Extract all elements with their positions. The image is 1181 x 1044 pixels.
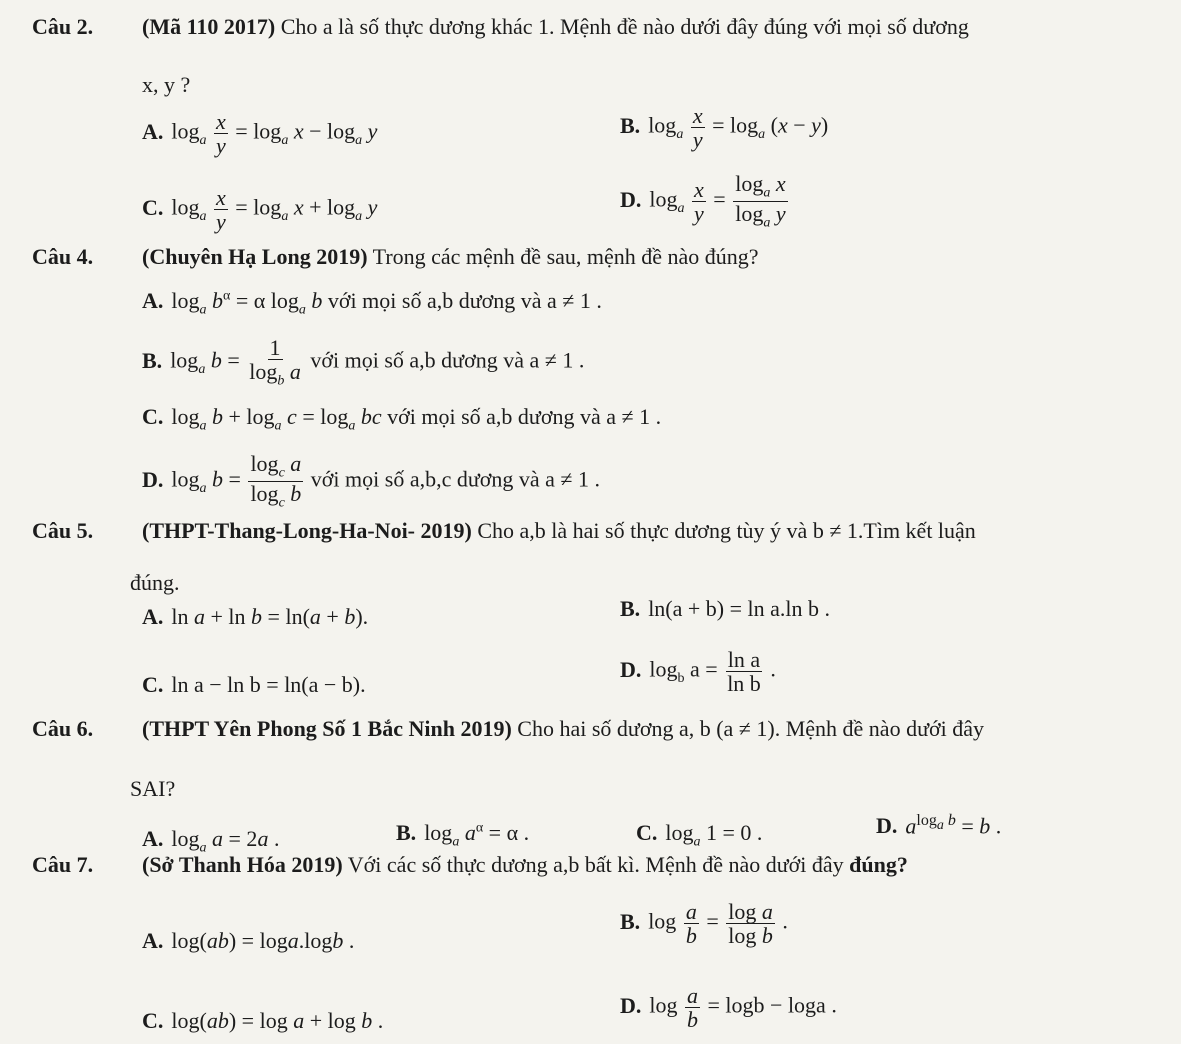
q2-option-c: C. $\log_a$ $\frac{x}{y}$ = $\log_a x + \log_a y$ (142, 185, 378, 235)
q7-option-d: D. log $\frac{a}{b}$ = logb − loga . (620, 983, 837, 1033)
option-label: B. (620, 908, 641, 934)
q5-source: (THPT-Thang-Long-Ha-Noi- 2019) (142, 518, 472, 543)
q7-option-c: C. log(ab) = log a + log b . (142, 1008, 384, 1033)
option-label: D. (620, 186, 642, 212)
option-label: B. (142, 347, 163, 373)
q7-header (32, 852, 908, 878)
q4-option-a: A. $\log_a b^\alpha = \alpha$ $\log_a b$ với mọi số a,b dương và a ≠ 1 . (142, 288, 602, 318)
q4-b-condition: với mọi số a,b dương và a ≠ 1 . (310, 347, 585, 373)
q4-option-d: D. $\log_a b$ = $\frac{\log_c a}{\log_c b}$ với mọi số a,b,c dương và a ≠ 1 . (142, 451, 601, 511)
q6-text: Cho hai số dương a, b (a ≠ 1). Mệnh đề nào dưới đây (511, 716, 984, 741)
q6-header (32, 716, 984, 742)
q2-text: Cho a là số thực dương khác 1. Mệnh đề nào dưới đây đúng với mọi số dương (275, 14, 969, 39)
option-label: A. (142, 928, 164, 953)
q4-header (32, 244, 759, 270)
q2-option-b: B. $\log_a$ $\frac{x}{y}$ = $\log_a (x - y)$ (620, 103, 829, 153)
q5-option-d: D. $\log_b a$ = $\frac{\text{ln a}}{\text{ln b}}$ . (620, 647, 776, 697)
q2-option-d: D. $\log_a$ $\frac{x}{y}$ = $\frac{\log_a x}{\log_a y}$ (620, 171, 786, 231)
q6-option-a: A. $\log_a a = 2a$ . (142, 826, 280, 856)
q4-a-condition: với mọi số a,b dương và a ≠ 1 . (327, 288, 602, 313)
option-label: B. (620, 112, 641, 138)
q7-number: Câu 7. (32, 852, 94, 877)
q7-text: Với các số thực dương a,b bất kì. Mệnh đề nào dưới đây (342, 852, 850, 877)
q5-option-a: A. ln a + ln b = ln(a + b). (142, 604, 369, 629)
q6-number: Câu 6. (32, 716, 94, 741)
q2-header (32, 14, 969, 40)
q4-d-condition: với mọi số a,b,c dương và a ≠ 1 . (310, 466, 601, 492)
option-label: C. (142, 194, 164, 220)
option-label: C. (142, 672, 164, 697)
q6-text-line2: SAI? (130, 776, 176, 801)
option-label: A. (142, 826, 164, 851)
option-label: D. (142, 466, 164, 492)
option-label: D. (620, 992, 642, 1018)
q5-option-c: C. ln a − ln b = ln(a − b). (142, 672, 366, 697)
q4-c-condition: với mọi số a,b dương và a ≠ 1 . (387, 404, 662, 429)
q5-number: Câu 5. (32, 518, 94, 543)
q4-number: Câu 4. (32, 244, 94, 269)
q5-text-line2: đúng. (130, 570, 180, 595)
q5-text: Cho a,b là hai số thực dương tùy ý và b ≠ 1.Tìm kết luận (471, 518, 976, 543)
option-label: C. (636, 820, 658, 845)
q6-option-b: B. $\log_a a^\alpha = \alpha$ . (396, 820, 530, 850)
q4-option-c: C. $\log_a b + \log_a c = \log_a$ bc với mọi số a,b dương và a ≠ 1 . (142, 404, 662, 434)
q2-text-line2: x, y ? (142, 72, 191, 97)
q2-source: (Mã 110 2017) (142, 14, 276, 39)
q7-option-a: A. log(ab) = loga.logb . (142, 928, 355, 953)
q4-option-b: B. $\log_a b$ = $\frac{1}{\log_b a}$ với mọi số a,b dương và a ≠ 1 . (142, 335, 585, 389)
q7-option-b: B. log $\frac{a}{b}$ = $\frac{\text{log a}}{\text{log b}}$ . (620, 899, 788, 949)
option-label: A. (142, 604, 164, 629)
option-label: D. (876, 813, 898, 839)
option-label: B. (396, 820, 417, 845)
q4-text: Trong các mệnh đề sau, mệnh đề nào đúng? (367, 244, 759, 269)
option-label: B. (620, 596, 641, 621)
option-label: C. (142, 1008, 164, 1033)
q6-option-d: D. $a^{log_a b} = b$ . (876, 812, 1002, 839)
q2-number: Câu 2. (32, 14, 94, 39)
option-label: D. (620, 656, 642, 682)
option-label: C. (142, 404, 164, 429)
option-label: A. (142, 118, 164, 144)
q5-header (32, 518, 976, 544)
q4-source: (Chuyên Hạ Long 2019) (142, 244, 368, 269)
option-label: A. (142, 288, 164, 313)
q6-source: (THPT Yên Phong Số 1 Bắc Ninh 2019) (142, 716, 512, 741)
q2-option-a: A. $\log_a$ $\frac{x}{y}$ = $\log_a x - \log_a y$ (142, 109, 378, 159)
q7-source: (Sở Thanh Hóa 2019) (142, 852, 343, 877)
q7-text-emphasis: đúng? (849, 852, 908, 877)
q5-option-b: B. ln(a + b) = ln a.ln b . (620, 596, 831, 621)
q6-option-c: C. $\log_a 1 = 0$ . (636, 820, 763, 850)
